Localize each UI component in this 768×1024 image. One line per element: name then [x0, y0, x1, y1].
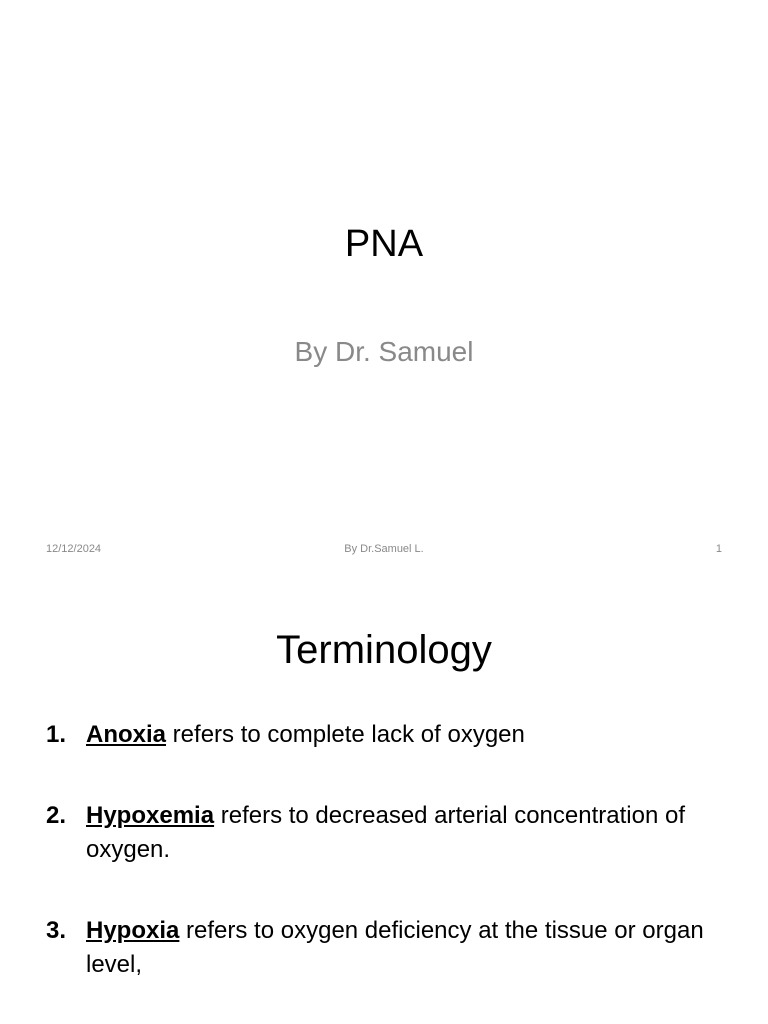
list-item-term: Hypoxia [86, 917, 180, 944]
list-item-number: 2. [46, 802, 67, 829]
list-item-term: Anoxia [86, 721, 167, 748]
footer-author: By Dr.Samuel L. [344, 543, 424, 555]
list-item [46, 799, 726, 867]
footer-date: 12/12/2024 [46, 543, 102, 555]
list-item-text: refers to complete lack of oxygen [166, 721, 525, 748]
terminology-list [46, 718, 726, 982]
list-item [46, 914, 726, 982]
footer-page-number: 1 [715, 543, 722, 555]
list-item-number: 1. [46, 721, 67, 748]
slide-title: PNA [344, 223, 424, 265]
slide-heading: Terminology [276, 628, 492, 672]
list-item-text: refers to oxygen deficiency at the tissue or organ level, [86, 917, 704, 978]
list-item [46, 718, 726, 752]
list-item-text: refers to decreased arterial concentration of oxygen. [86, 802, 685, 863]
terminology-slide [0, 576, 768, 1024]
list-item-number: 3. [46, 917, 67, 944]
list-item-term: Hypoxemia [86, 802, 215, 829]
slide-subtitle: By Dr. Samuel [294, 336, 474, 367]
